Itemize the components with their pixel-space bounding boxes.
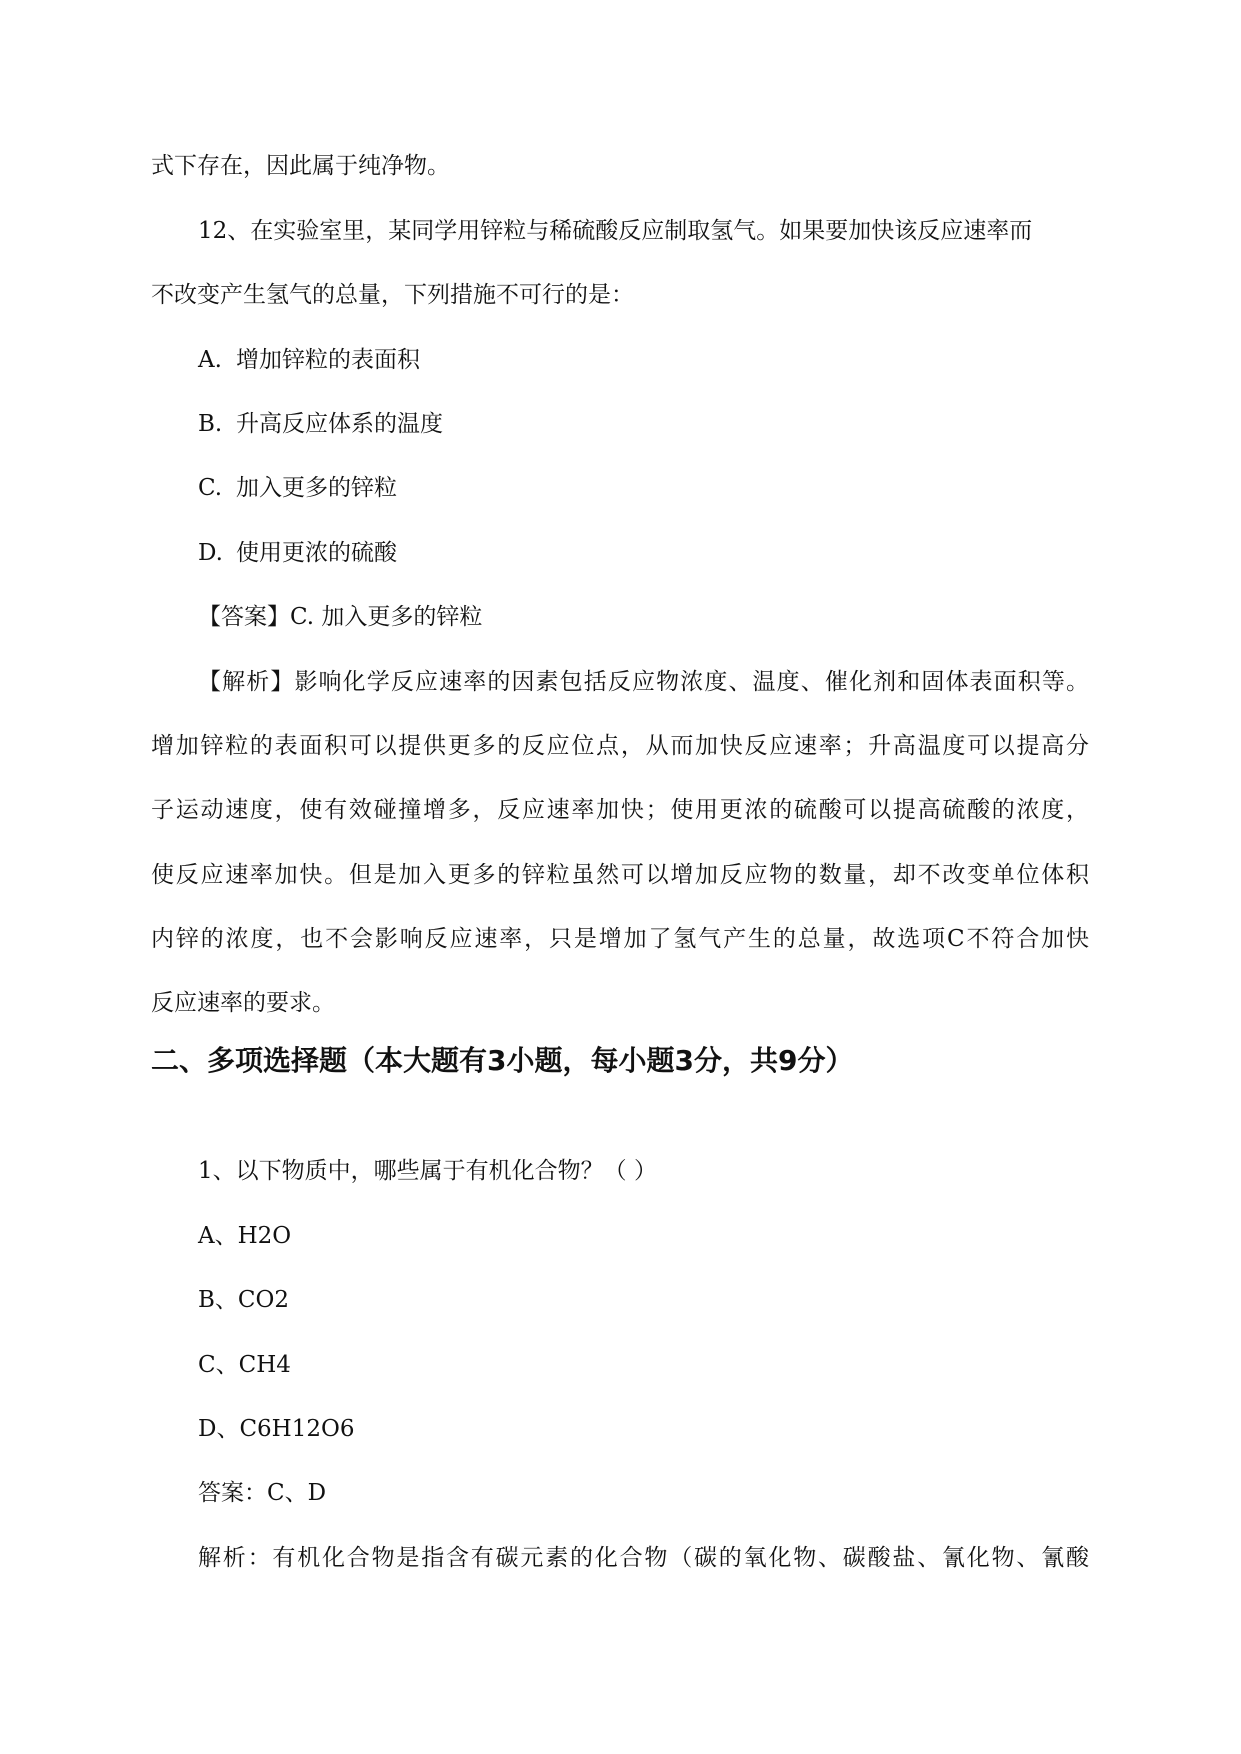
q12-analysis-line6: 反应速率的要求。 (151, 990, 335, 1016)
mq1-option-c: C、CH4 (198, 1352, 291, 1378)
q12-option-a (198, 345, 420, 375)
q12-analysis-line2: 增加锌粒的表面积可以提供更多的反应位点，从而加快反应速率；升高温度可以提高分 (151, 733, 1089, 759)
option-label: D. (198, 540, 223, 566)
option-text: 使用更浓的硫酸 (236, 540, 397, 566)
q12-stem-line2: 不改变产生氢气的总量，下列措施不可行的是： (151, 282, 634, 308)
option-label: C. (198, 475, 223, 501)
q12-stem-line1: 12、在实验室里，某同学用锌粒与稀硫酸反应制取氢气。如果要加快该反应速率而 (198, 218, 1033, 244)
option-text: 升高反应体系的温度 (236, 411, 443, 437)
q12-analysis-line4: 使反应速率加快。但是加入更多的锌粒虽然可以增加反应物的数量，却不改变单位体积 (151, 862, 1089, 888)
q12-analysis-line5: 内锌的浓度，也不会影响反应速率，只是增加了氢气产生的总量，故选项C不符合加快 (151, 926, 1089, 952)
q12-analysis-line3: 子运动速度，使有效碰撞增多，反应速率加快；使用更浓的硫酸可以提高硫酸的浓度， (151, 797, 1089, 823)
mq1-analysis: 解析：有机化合物是指含有碳元素的化合物（碳的氧化物、碳酸盐、氰化物、氰酸 (198, 1545, 1089, 1571)
mq1-stem: 1、以下物质中，哪些属于有机化合物？（ ） (198, 1158, 657, 1184)
option-text: 增加锌粒的表面积 (236, 347, 420, 373)
option-text: 加入更多的锌粒 (236, 475, 397, 501)
section-heading: 二、多项选择题（本大题有3小题，每小题3分，共9分） (151, 1044, 854, 1077)
q12-answer: 【答案】C. 加入更多的锌粒 (198, 604, 483, 630)
mq1-answer: 答案：C、D (198, 1480, 327, 1506)
mq1-option-d: D、C6H12O6 (198, 1416, 355, 1442)
option-label: A. (198, 347, 222, 373)
q12-option-c (198, 473, 397, 503)
option-label: B. (198, 411, 223, 437)
q12-option-d (198, 538, 397, 568)
mq1-option-b: B、CO2 (198, 1287, 289, 1313)
continuation-text: 式下存在，因此属于纯净物。 (151, 153, 450, 179)
mq1-option-a: A、H2O (198, 1223, 292, 1249)
q12-analysis-line1: 【解析】影响化学反应速率的因素包括反应物浓度、温度、催化剂和固体表面积等。 (198, 669, 1089, 695)
q12-option-b (198, 409, 443, 439)
